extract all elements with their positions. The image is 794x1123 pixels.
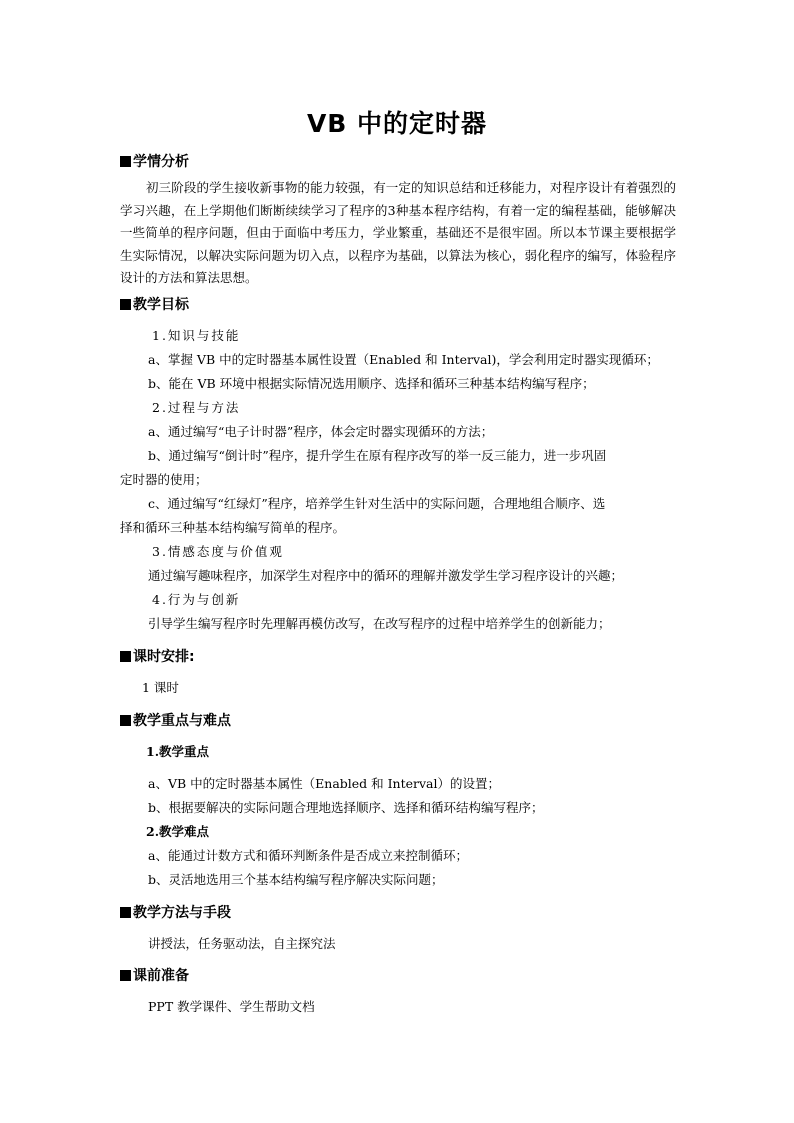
goal-process-title: 2.过程与方法 [152, 400, 241, 415]
goal-knowledge-b: b、能在 VB 环境中根据实际情况选用顺序、选择和循环三种基本结构编写程序； [148, 376, 595, 391]
section-heading-schedule: 课时安排: [120, 646, 195, 666]
goal-process-a: a、通过编写“电子计时器”程序，体会定时器实现循环的方法； [148, 424, 494, 439]
goal-process-c-line2: 择和循环三种基本结构编写简单的程序。 [120, 520, 346, 535]
focus-title: 1.教学重点 [146, 744, 210, 759]
square-bullet-icon [120, 156, 131, 167]
focus-b: b、根据要解决的实际问题合理地选择顺序、选择和循环结构编写程序； [148, 800, 544, 815]
page-title: VB 中的定时器 [306, 109, 488, 138]
difficulty-b: b、灵活地选用三个基本结构编写程序解决实际问题； [148, 872, 444, 887]
goal-process-b-line2: 定时器的使用； [120, 472, 208, 487]
difficulty-a: a、能通过计数方式和循环判断条件是否成立来控制循环； [148, 848, 468, 863]
focus-a: a、VB 中的定时器基本属性（Enabled 和 Interval）的设置； [148, 776, 501, 791]
section-heading-prep: 课前准备 [120, 965, 189, 985]
methods-text: 讲授法，任务驱动法，自主探究法 [148, 936, 336, 951]
prep-text: PPT 教学课件、学生帮助文档 [148, 999, 315, 1014]
section-heading-keypoints: 教学重点与难点 [120, 710, 231, 730]
section-heading-goals: 教学目标 [120, 294, 189, 314]
goal-knowledge-title: 1.知识与技能 [152, 328, 241, 343]
section-heading-methods: 教学方法与手段 [120, 902, 231, 922]
square-bullet-icon [120, 715, 131, 726]
goal-attitude-title: 3.情感态度与价值观 [152, 544, 284, 559]
section-heading-analysis: 学情分析 [120, 151, 189, 171]
goal-knowledge-a: a、掌握 VB 中的定时器基本属性设置（Enabled 和 Interval)，学会利用定时器实现循环； [148, 352, 659, 367]
goal-innovation-text: 引导学生编写程序时先理解再模仿改写，在改写程序的过程中培养学生的创新能力； [148, 616, 611, 631]
goal-innovation-title: 4.行为与创新 [152, 592, 241, 607]
schedule-text: 1 课时 [142, 680, 179, 695]
analysis-paragraph: 初三阶段的学生接收新事物的能力较强，有一定的知识总结和迁移能力，对程序设计有着强烈的学习兴趣，在上学期他们断断续续学习了程序的3种基本程序结构，有着一定的编程基础，能够解决一些简单的程序问题，但由于面临中考压力，学业繁重，基础还不是很牢固。所以本节课主要根据学生实际情况，以解决实际问题为切入点，以程序为基础，以算法为核心，弱化程序的编写，体验程序设计的方法和算法思想。 [120, 180, 676, 285]
goal-process-b-line1: b、通过编写“倒计时”程序，提升学生在原有程序改写的举一反三能力，进一步巩固 [148, 448, 607, 463]
difficulty-title: 2.教学难点 [146, 824, 210, 839]
square-bullet-icon [120, 651, 131, 662]
goal-attitude-text: 通过编写趣味程序，加深学生对程序中的循环的理解并激发学生学习程序设计的兴趣； [148, 568, 624, 583]
square-bullet-icon [120, 970, 131, 981]
square-bullet-icon [120, 907, 131, 918]
goal-process-c-line1: c、通过编写“红绿灯”程序，培养学生针对生活中的实际问题，合理地组合顺序、选 [148, 496, 606, 511]
square-bullet-icon [120, 299, 131, 310]
